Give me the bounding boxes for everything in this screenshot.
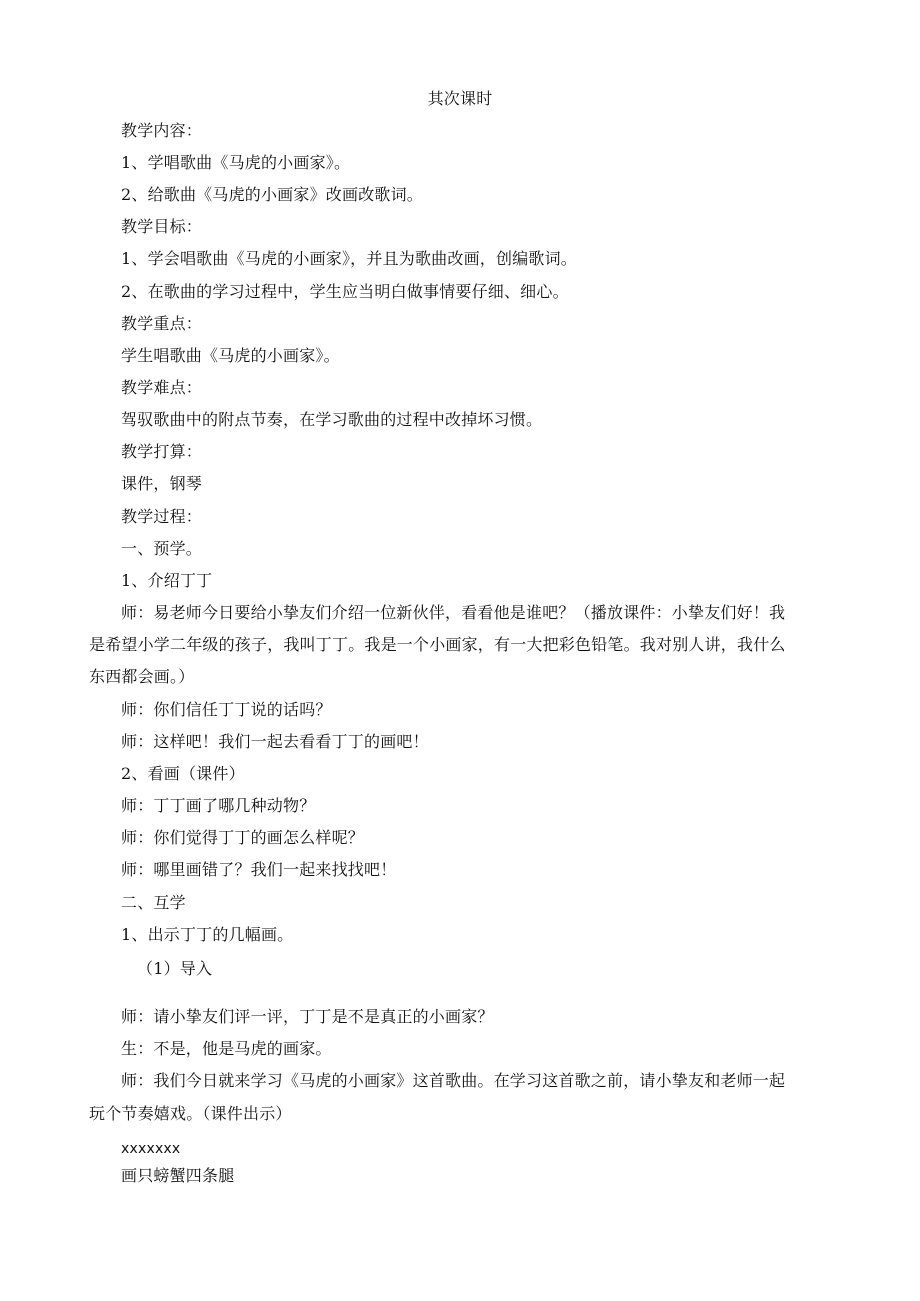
paragraph-line: 东西都会画。）	[89, 667, 195, 686]
section-heading-content: 教学内容：	[121, 121, 203, 140]
section-heading-goals: 教学目标：	[121, 217, 203, 236]
section-heading-key-points: 教学重点：	[121, 314, 203, 333]
paragraph-line: 师：易老师今日要给小挚友们介绍一位新伙伴，看看他是谁吧？（播放课件：小挚友们好！我	[121, 603, 786, 622]
process-step-show-pictures: 1、出示丁丁的几幅画。	[121, 925, 294, 944]
paragraph-line: 玩个节奏嬉戏。（课件出示）	[89, 1104, 292, 1123]
paragraph-line: 师：我们今日就来学习《马虎的小画家》这首歌曲。在学习这首歌之前，请小挚友和老师一起	[121, 1071, 786, 1090]
paragraph-line: 是希望小学二年级的孩子，我叫丁丁。我是一个小画家，有一大把彩色铅笔。我对别人讲，我什么	[89, 635, 786, 654]
goal-item-1: 1、学会唱歌曲《马虎的小画家》，并且为歌曲改画，创编歌词。	[121, 249, 577, 268]
process-step-introduce: 1、介绍丁丁	[121, 571, 213, 590]
dialogue-line: 师：你们觉得丁丁的画怎么样呢？	[121, 828, 365, 847]
dialogue-line: 师：你们信任丁丁说的话吗？	[121, 700, 332, 719]
section-heading-preparation: 教学打算：	[121, 442, 203, 461]
rhythm-pattern: xxxxxxx	[121, 1141, 181, 1157]
content-item-1: 1、学唱歌曲《马虎的小画家》。	[121, 153, 351, 172]
rhythm-lyric: 画只螃蟹四条腿	[121, 1166, 235, 1185]
dialogue-line: 师：这样吧！我们一起去看看丁丁的画吧！	[121, 732, 429, 751]
process-part-2: 二、互学	[121, 893, 186, 912]
dialogue-line: 师：请小挚友们评一评，丁丁是不是真正的小画家？	[121, 1007, 494, 1026]
section-heading-difficulties: 教学难点：	[121, 378, 203, 397]
difficulty-text: 驾驭歌曲中的附点节奏，在学习歌曲的过程中改掉坏习惯。	[121, 410, 543, 429]
process-substep-intro: （1）导入	[137, 959, 213, 978]
goal-item-2: 2、在歌曲的学习过程中，学生应当明白做事情要仔细、细心。	[121, 282, 569, 301]
preparation-text: 课件，钢琴	[121, 474, 203, 493]
page-title: 其次课时	[427, 89, 493, 108]
process-part-1: 一、预学。	[121, 539, 203, 558]
content-item-2: 2、给歌曲《马虎的小画家》改画改歌词。	[121, 185, 423, 204]
dialogue-line: 师：丁丁画了哪几种动物？	[121, 796, 316, 815]
key-point-text: 学生唱歌曲《马虎的小画家》。	[121, 346, 340, 365]
dialogue-line: 生：不是，他是马虎的画家。	[121, 1039, 332, 1058]
section-heading-process: 教学过程：	[121, 507, 203, 526]
dialogue-line: 师：哪里画错了？我们一起来找找吧！	[121, 860, 397, 879]
process-step-view-pictures: 2、看画（课件）	[121, 764, 245, 783]
